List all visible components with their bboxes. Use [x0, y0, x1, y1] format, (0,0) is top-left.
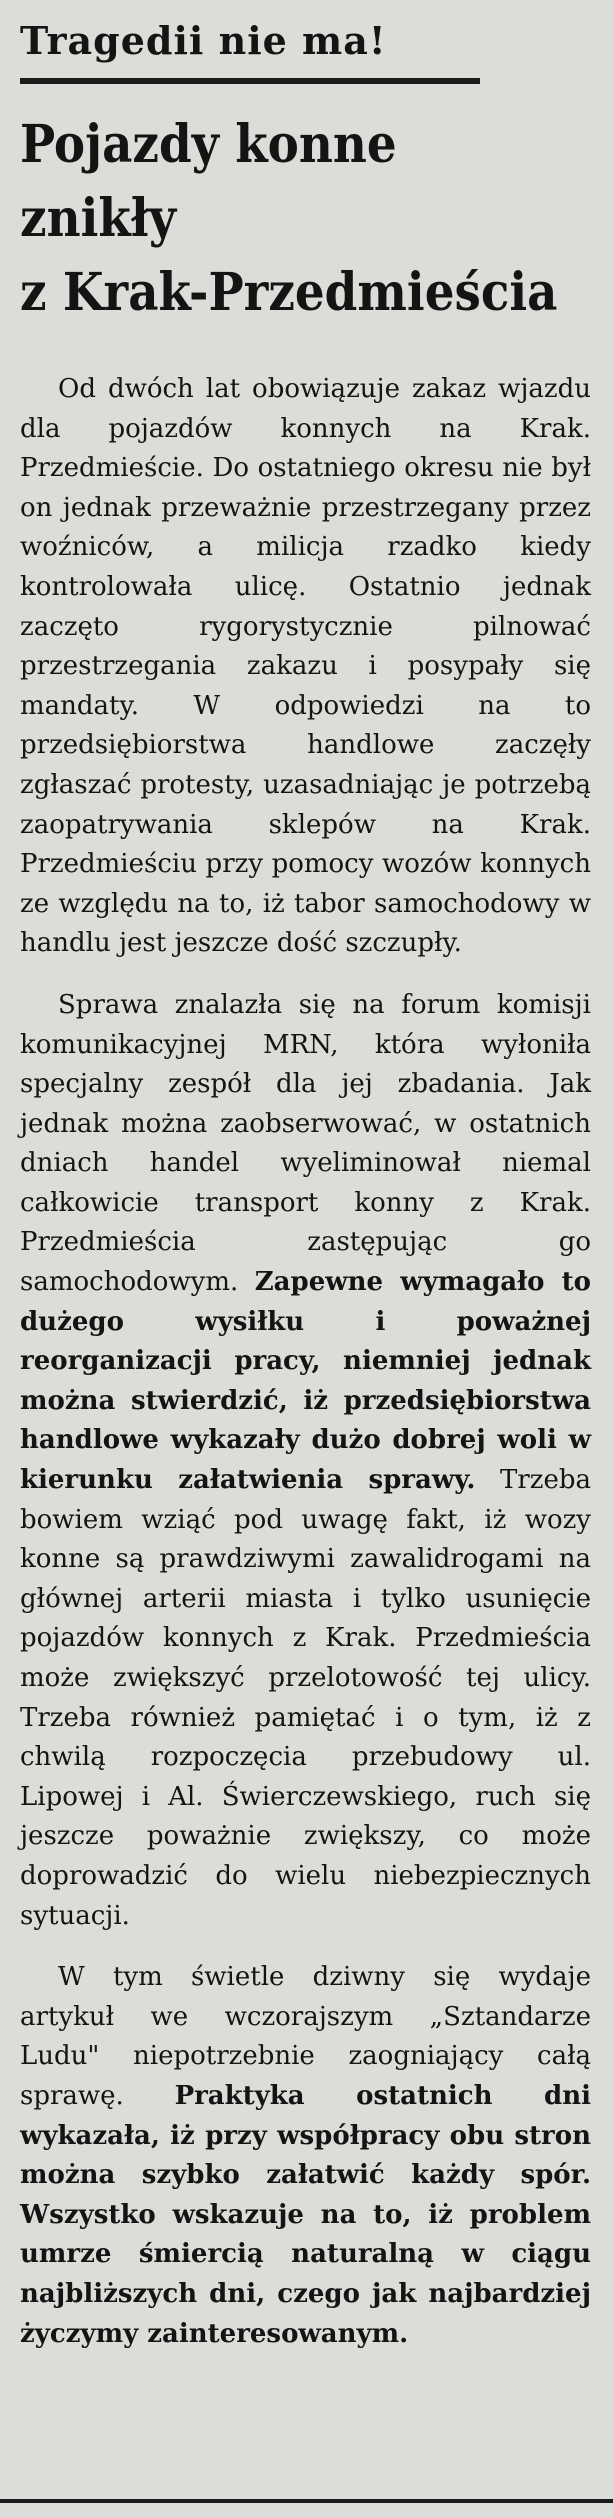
paragraph-1: Od dwóch lat obowiązuje zakaz wjazdu dla pojazdów konnych na Krak. Przedmieście. Do ostatniego okresu nie był on jednak przeważnie przestrzegany przez woźniców, a milicja rzadko kiedy kontrolowała ulicę. Ostatnio jednak zaczęto rygorystycznie pilnować przestrzegania zakazu i posypały się mandaty. W odpowiedzi na to przedsiębiorstwa handlowe zaczęły zgłaszać protesty, uzasadniając je potrzebą zaopatrywania sklepów na Krak. Przedmieściu przy pomocy wozów konnych ze względu na to, iż tabor samochodowy w handlu jest jeszcze dość szczupły.: [20, 374, 591, 959]
headline-line: Pojazdy konne: [20, 114, 397, 175]
paragraph-3-text-a: W tym świetle dziwny się wydaje artykuł we wczorajszym „Sztandarze Ludu" niepotrzebnie zaogniający całą sprawę.: [20, 1962, 591, 2111]
paragraph-3: [20, 1958, 591, 2354]
headline: [20, 108, 558, 330]
paragraph-2-text-a: Sprawa znalazła się na forum komisji komunikacyjnej MRN, która wyłoniła specjalny zespół dla jej zbadania. Jak jednak można zaobserwować, w ostatnich dniach handel wyeliminował niemal całkowicie transport konny z Krak. Przedmieścia zastępując go samochodowym.: [20, 989, 591, 1298]
headline-line: znikły: [20, 188, 177, 249]
paragraph-2-text-c: Trzeba bowiem wziąć pod uwagę fakt, iż wozy konne są prawdziwymi zawalidrogami na głównej arterii miasta i tylko usunięcie pojazdów konnych z Krak. Przedmieścia może zwiększyć przelotowość tej ulicy. Trzeba również pamiętać i o tym, iż z chwilą rozpoczęcia przebudowy ul. Lipowej i Al. Świerczewskiego, ruch się jeszcze poważnie zwiększy, co może doprowadzić do wielu niebezpiecznych sytuacji.: [20, 1465, 592, 1931]
bottom-rule: [0, 2499, 613, 2503]
paragraph-2: [20, 986, 591, 1936]
paragraph-2-bold: Zapewne wymagało to dużego wysiłku i poważnej reorganizacji pracy, niemniej jednak można stwierdzić, iż przedsiębiorstwa handlowe wykazały dużo dobrej woli w kierunku załatwienia sprawy.: [20, 1267, 591, 1496]
kicker-heading: Tragedii nie ma!: [20, 18, 387, 63]
article-body: [20, 370, 591, 2354]
paragraph-3-bold: Praktyka ostatnich dni wykazała, iż przy współpracy obu stron można szybko załatwić każdy spór. Wszystko wskazuje na to, iż problem umrze śmiercią naturalną w ciągu najbliższych dni, czego jak najbardziej życzymy zainteresowanym.: [20, 2080, 592, 2349]
headline-line: z Krak-Przedmieścia: [20, 262, 558, 323]
kicker-rule: [20, 78, 480, 84]
